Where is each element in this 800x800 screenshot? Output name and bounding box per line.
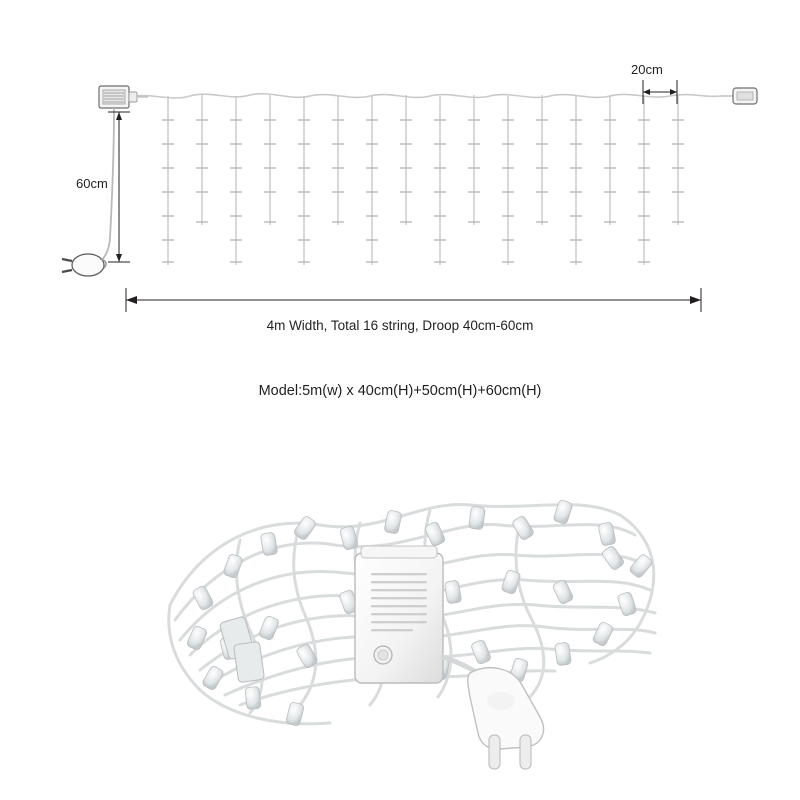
spacing-label: 20cm — [631, 62, 663, 77]
curtain-light-diagram — [0, 0, 800, 370]
controller-box — [355, 546, 443, 683]
eu-power-plug — [468, 668, 544, 769]
width-dimension — [126, 288, 701, 312]
width-summary-label: 4m Width, Total 16 string, Droop 40cm-60cm — [266, 318, 534, 333]
diagram-tail-connector — [720, 88, 757, 104]
diagram-controller-box — [99, 86, 148, 108]
model-label: Model:5m(w) x 40cm(H)+50cm(H)+60cm(H) — [258, 383, 542, 399]
product-photo — [0, 405, 800, 775]
spacing-dimension — [643, 80, 677, 104]
drop-height-label: 60cm — [76, 176, 108, 191]
drop-height-dimension — [108, 112, 130, 262]
diagram-power-plug — [62, 254, 106, 276]
